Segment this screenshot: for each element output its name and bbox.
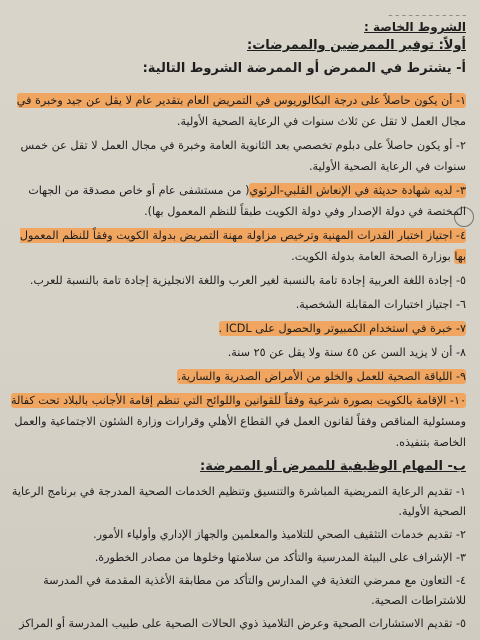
requirement-item-2: ٢- أو يكون حاصلاً على دبلوم تخصصي بعد الثانوية العامة وخبرة في مجال العمل لا تقل عن خمس سنوات في الرعاية الصحية الأولية. bbox=[20, 139, 466, 173]
highlight: ١٠- الإقامة بالكويت بصورة شرعية وفقاً للقوانين واللوائح التي تنظم إقامة الأجانب بالبلاد تحت كفالة bbox=[10, 394, 466, 407]
requirement-heading bbox=[10, 61, 466, 76]
handwritten-circle-mark bbox=[454, 207, 474, 227]
highlight: ١- أن يكون حاصلاً على درجة البكالوريوس في التمريض العام بتقدير عام لا يقل عن جيد وخبرة في bbox=[16, 94, 466, 107]
duty-item-5: ٥- تقديم الاستشارات الصحية وعرض التلاميذ ذوي الحالات الصحية على طبيب المدرسة أو المراكز bbox=[19, 617, 466, 630]
subsection-title: أولاً: توفير الممرضين والممرضات: bbox=[247, 38, 466, 53]
requirement-item-6: ٦- اجتياز اختبارات المقابلة الشخصية. bbox=[295, 298, 466, 311]
section-title bbox=[10, 20, 466, 34]
duty-item-3: ٣- الإشراف على البيئة المدرسية والتأكد من سلامتها وخلوها من مصادر الخطورة. bbox=[94, 551, 466, 564]
requirement-item-9 bbox=[10, 366, 466, 387]
duties-heading bbox=[10, 459, 466, 474]
requirement-item-1: ١- أن يكون حاصلاً على درجة البكالوريوس في التمريض العام بتقدير عام لا يقل عن جيد وخبرة في مجال العمل لا تقل عن ثلاث سنوات في الرعاية الصحية الأولية. bbox=[16, 94, 466, 128]
requirement-item-5: ٥- إجادة اللغة العربية إجادة تامة بالنسبة لغير العرب واللغة الانجليزية إجادة تامة بالنسبة للعرب. bbox=[29, 274, 466, 287]
requirement-heading-text: أ- يشترط في الممرض أو الممرضة الشروط التالية: bbox=[142, 61, 466, 76]
requirement-item-4: ٤- اجتياز اختبار القدرات المهنية وترخيص مزاولة مهنة التمريض بدولة الكويت وفقاً للنظم المعمول بها بوزارة الصحة العامة بدولة الكويت. bbox=[19, 229, 466, 263]
section-title-text: الشروط الخاصة : bbox=[363, 20, 466, 34]
cut-off-top-text: ـ ـ ـ ـ ـ ـ ـ ـ ـ ـ ـ ـ bbox=[388, 6, 466, 18]
requirement-item-3: ٣- لديه شهادة حديثة في الإنعاش القلبي-الرئوي( من مستشفى عام أو خاص مصدقة من الجهات المختصة في دولة الإصدار وفي دولة الكويت طبقاً للنظم المعمول بها). bbox=[28, 184, 466, 218]
highlight: ٤- اجتياز اختبار القدرات المهنية وترخيص مزاولة مهنة التمريض بدولة الكويت وفقاً للنظم المعمول بها bbox=[19, 229, 466, 263]
highlight: ٩- اللياقة الصحية للعمل والخلو من الأمراض الصدرية والسارية. bbox=[177, 370, 466, 383]
highlight: ٣- لديه شهادة حديثة في الإنعاش القلبي-الرئوي bbox=[249, 184, 466, 197]
duty-item-4: ٤- التعاون مع ممرضي التغذية في المدارس والتأكد من مطابقة الأغذية المقدمة في المدرسة للاشتراطات الصحية. bbox=[43, 574, 466, 607]
duty-item-2: ٢- تقديم خدمات التثقيف الصحي للتلاميذ والمعلمين والجهاز الإداري وأولياء الأمور. bbox=[93, 528, 466, 541]
duty-item-1: ١- تقديم الرعاية التمريضية المباشرة والتنسيق وتنظيم الخدمات الصحية المدرجة في برنامج الرعاية الصحية الأولية. bbox=[11, 485, 466, 518]
duties-heading-text: ب- المهام الوظيفية للممرض أو الممرضة: bbox=[200, 459, 466, 474]
duties-list bbox=[10, 482, 466, 634]
requirements-list bbox=[10, 90, 466, 453]
highlight: ٧- خبرة في استخدام الكمبيوتر والحصول على ICDL . bbox=[218, 322, 466, 335]
requirement-item-7 bbox=[10, 318, 466, 339]
requirement-item-8: ٨- أن لا يزيد السن عن ٤٥ سنة ولا يقل عن ٢٥ سنة. bbox=[227, 346, 466, 359]
requirement-item-10: ١٠- الإقامة بالكويت بصورة شرعية وفقاً للقوانين واللوائح التي تنظم إقامة الأجانب بالبلاد تحت كفالة ومسئولية المناقص وفقاً لقانون العمل في القطاع الأهلي وقرارات وزارة الشئون الاجتماعية والعمل الخاصة بتنفيذه. bbox=[10, 394, 466, 449]
